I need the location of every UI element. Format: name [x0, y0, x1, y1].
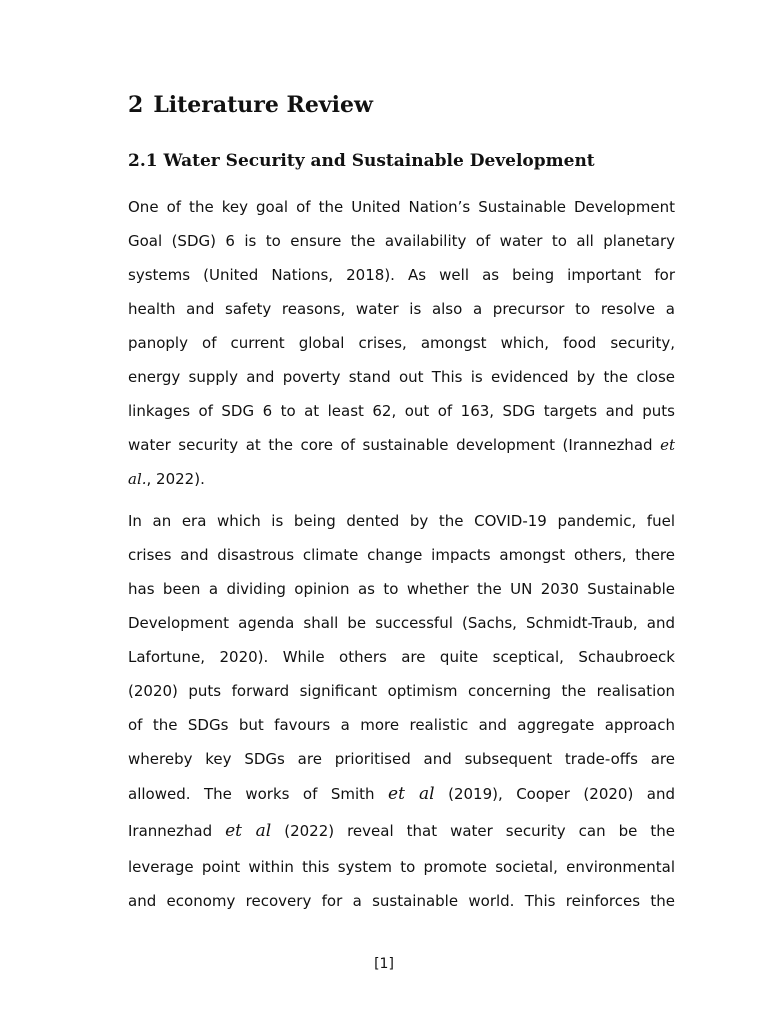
citation-italic: et: [660, 436, 675, 454]
line-text: , 2022).: [146, 470, 205, 488]
citation-italic: al.: [128, 470, 147, 488]
paragraph-line: and economy recovery for a sustainable world. This reinforces the: [128, 892, 675, 910]
paragraph-line: [128, 428, 675, 462]
line-text: (2022) reveal that water security can be the: [284, 822, 675, 840]
paragraph-line: whereby key SDGs are prioritised and subsequent trade-offs are: [128, 750, 675, 768]
paragraph-line: [128, 776, 675, 813]
citation-italic: et al: [388, 784, 435, 804]
paragraph-line: Goal (SDG) 6 is to ensure the availability of water to all planetary: [128, 232, 675, 250]
citation-italic: et al: [225, 821, 272, 841]
paragraph-line: crises and disastrous climate change impacts amongst others, there: [128, 546, 675, 564]
paragraph-line: health and safety reasons, water is also a precursor to resolve a: [128, 300, 675, 318]
paragraph-line: energy supply and poverty stand out This is evidenced by the close: [128, 368, 675, 386]
line-text: allowed. The works of Smith: [128, 785, 375, 803]
chapter-heading: [128, 90, 373, 120]
page-number: [1]: [374, 956, 394, 972]
paragraph-line: (2020) puts forward significant optimism concerning the realisation: [128, 682, 675, 700]
line-text: (2019), Cooper (2020) and: [448, 785, 675, 803]
paragraph-line: leverage point within this system to promote societal, environmental: [128, 858, 675, 876]
paragraph-line: [128, 813, 675, 850]
paragraph-line: of the SDGs but favours a more realistic and aggregate approach: [128, 716, 675, 734]
paragraph-line: In an era which is being dented by the COVID-19 pandemic, fuel: [128, 512, 675, 530]
chapter-number: 2: [128, 92, 144, 118]
line-text: Irannezhad: [128, 822, 213, 840]
paragraph-line: linkages of SDG 6 to at least 62, out of 163, SDG targets and puts: [128, 402, 675, 420]
section-heading: 2.1 Water Security and Sustainable Development: [128, 151, 595, 171]
paragraph-line: Lafortune, 2020). While others are quite sceptical, Schaubroeck: [128, 648, 675, 666]
paragraph-line: panoply of current global crises, amongst which, food security,: [128, 334, 675, 352]
paragraph-2: [128, 504, 675, 918]
paragraph-line: One of the key goal of the United Nation’s Sustainable Development: [128, 198, 675, 216]
paragraph-line: [128, 462, 675, 496]
paragraph-line: has been a dividing opinion as to whether the UN 2030 Sustainable: [128, 580, 675, 598]
paragraph-1: [128, 190, 675, 496]
line-text: water security at the core of sustainable development (Irannezhad: [128, 436, 653, 454]
chapter-title: Literature Review: [153, 92, 373, 118]
paragraph-line: Development agenda shall be successful (Sachs, Schmidt-Traub, and: [128, 614, 675, 632]
paragraph-line: systems (United Nations, 2018). As well as being important for: [128, 266, 675, 284]
